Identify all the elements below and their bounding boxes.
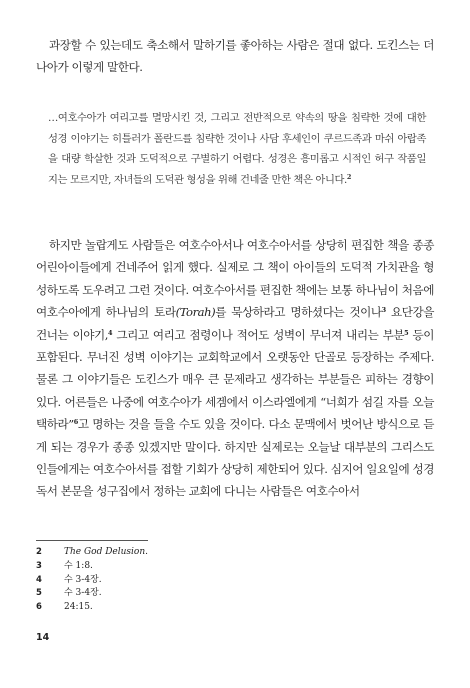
quote-text: …여호수아가 여리고를 멸망시킨 것, 그리고 전반적으로 약속의 땅을 침략한 것에 대한 성경 이야기는 히틀러가 폴란드를 침략한 것이나 사담 후세인이 쿠르드족과 마쉬 아랍족을 대량 학살한 것과 도덕적으로 구별하기 어렵다. 성경은 흥미롭고 시적인 허구 작품일지는 모르지만, 자녀들의 도덕관 형성을 위해 건네줄 만한 책은 아니다.: [48, 112, 426, 186]
footnote-item: [36, 587, 336, 601]
main-text-1: 하지만 놀랍게도 사람들은 여호수아서나 여호수아서를 상당히 편집한 책을 종종 어린아이들에게 건네주어 읽게 했다. 실제로 그 책이 아이들의 도덕적 가치관을 형성하도록 도우려고 그런 것이다. 여호수아서를 편집한 책에는 보통 하나님이 처음에 여호수아에게 하나님의 토라: [36, 238, 434, 320]
block-quote: [48, 108, 426, 190]
footnote-number: 5: [36, 588, 42, 599]
main-text-2: 를 묵상하라고 명하셨다는 것이나: [215, 305, 382, 320]
footnote-item: [36, 546, 336, 560]
footnote-item: [36, 601, 336, 615]
main-text-3: 요단강을 건너는 이야기,: [36, 305, 434, 342]
footnote-number: 3: [36, 560, 42, 571]
footnote-number: 2: [36, 547, 42, 557]
footnote-text: 수 3-4장.: [64, 588, 102, 599]
footnote-item: [36, 560, 336, 574]
footnote-ref-3: 3: [381, 306, 386, 315]
footnote-ref-6: 6: [73, 418, 78, 427]
main-text-4: 그리고 여리고 점령이나 적어도 성벽이 무너져 내리는 부분: [112, 327, 405, 342]
torah-term: (Torah): [175, 305, 216, 320]
page-number: 14: [36, 632, 50, 643]
footnote-ref-4: 4: [108, 328, 113, 337]
footnotes: [36, 546, 336, 615]
footnote-text: 수 3-4장.: [64, 574, 102, 585]
paragraph-main: [36, 234, 434, 503]
footnote-text: 수 1:8.: [64, 560, 93, 571]
main-text-5: 등이 포함된다. 무너진 성벽 이야기는 교회학교에서 오랫동안 단골로 등장하는 주제다. 물론 그 이야기들은 도킨스가 매우 큰 문제라고 생각하는 부분들은 피하는 경향이 있다. 어른들은 나중에 여호수아가 세겜에서 이스라엘에게 “너희가 섬길 자를 오늘 택하라”: [36, 327, 434, 432]
paragraph-intro: 과장할 수 있는데도 축소해서 말하기를 좋아하는 사람은 절대 없다. 도킨스는 더 나아가 이렇게 말한다.: [36, 38, 434, 75]
footnote-text: 24:15.: [64, 602, 93, 613]
footnote-number: 6: [36, 602, 42, 613]
footnote-item: [36, 574, 336, 588]
footnote-ref-2: 2: [346, 172, 352, 181]
footnote-divider: [36, 540, 148, 541]
footnote-text: The God Delusion.: [64, 547, 149, 557]
footnote-ref-5: 5: [404, 328, 409, 337]
footnote-number: 4: [36, 574, 42, 585]
main-text-6: 고 명하는 것을 들을 수도 있을 것이다. 다소 문맥에서 벗어난 방식으로 듣게 되는 경우가 종종 있겠지만 말이다. 하지만 실제로는 오늘날 대부분의 그리스도인들에게는 여호수아서를 접할 기회가 상당히 제한되어 있다. 심지어 일요일에 성경 독서 본문을 성구집에서 정하는 교회에 다니는 사람들은 여호수아서: [36, 417, 434, 499]
